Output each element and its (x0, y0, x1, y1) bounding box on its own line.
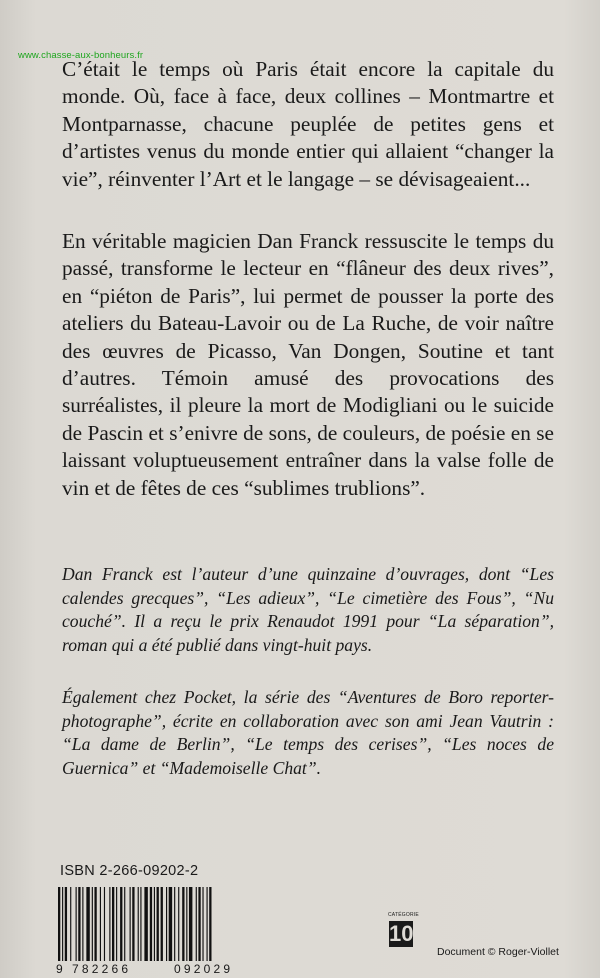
also-by-publisher: Également chez Pocket, la série des “Aventures de Boro reporter-photographe”, écrite en collaboration avec son ami Jean Vautrin : “La dame de Berlin”, “Le temps des cerises”, “Les noces de Guernica” et “Mademoiselle Chat”. (62, 687, 554, 778)
barcode-bar (100, 887, 101, 961)
category-logo-mark: 10 (389, 921, 414, 946)
barcode-bar (166, 887, 167, 961)
barcode-bar (178, 887, 179, 961)
barcode-bar (76, 887, 77, 961)
barcode-bar (169, 887, 172, 961)
category-logo-label: CATÉGORIE (388, 912, 419, 918)
barcode-bar (65, 887, 67, 961)
blurb-paragraph-1: C’était le temps où Paris était encore la capitale du monde. Où, face à face, deux collines – Montmartre et Montparnasse, chacune peuplée de petites gens et d’artistes venus du monde entier qui allaient “changer la vie”, réinventer l’Art et le langage – se dévisageaient... (62, 57, 554, 191)
barcode-bar (82, 887, 83, 961)
blurb-paragraph-2: En véritable magicien Dan Franck ressuscite le temps du passé, transforme le lecteur en “flâneur des deux rives”, en “piéton de Paris”, lui permet de pousser la porte des ateliers du Bateau-Lavoir ou de La Ruche, de voir naître des œuvres de Picasso, Van Dongen, Soutine et tant d’autres. Témoin amusé des provocations des surréalistes, il pleure la mort de Modigliani ou le suicide de Pascin et s’enivre de sons, de couleurs, de poésie en se laissant voluptueusement entraîner dans la valse folle de vin et de fêtes de ces “sublimes trublions”. (62, 229, 554, 500)
isbn-number: ISBN 2-266-09202-2 (60, 863, 199, 879)
barcode-bar (138, 887, 139, 961)
barcode-bar (70, 887, 71, 961)
barcode-bar (132, 887, 134, 961)
category-logo (388, 912, 419, 972)
barcode-bar (109, 887, 110, 961)
watermark-url: www.chasse-aux-bonheurs.fr (18, 50, 144, 61)
barcode-bar (154, 887, 155, 961)
barcode-bar (198, 887, 200, 961)
barcode-bar (207, 887, 208, 961)
barcode-bar (116, 887, 117, 961)
barcode-bar (209, 887, 211, 961)
barcode-bar (174, 887, 175, 961)
barcode-bar (58, 887, 60, 961)
barcode-digits-group-1: 782266 (72, 962, 132, 976)
barcode-digits-group-2: 092029 (174, 962, 234, 976)
author-bio: Dan Franck est l’auteur d’une quinzaine d’ouvrages, dont “Les calendes grecques”, “Les adieux”, “Le cimetière des Fous”, “Nu couché”. Il a reçu le prix Renaudot 1991 pour “La séparation”, roman qui a été publié dans vingt-huit pays. (62, 564, 554, 655)
barcode-bar (78, 887, 80, 961)
barcode-bar (157, 887, 159, 961)
barcode-bar (161, 887, 163, 961)
barcode-digit-first: 9 (56, 962, 63, 976)
barcode-bar (104, 887, 105, 961)
barcode-bar (140, 887, 141, 961)
barcode-bar (92, 887, 93, 961)
barcode-bar (144, 887, 147, 961)
barcode-bar (86, 887, 89, 961)
barcode-bar (150, 887, 152, 961)
photo-credit: Document © Roger-Viollet (437, 946, 559, 958)
barcode-image (56, 887, 272, 961)
barcode-bar (202, 887, 203, 961)
barcode-bar (120, 887, 122, 961)
barcode-bar (62, 887, 63, 961)
barcode-bar (196, 887, 197, 961)
barcode-bar (94, 887, 96, 961)
barcode-bar (189, 887, 192, 961)
barcode-bar (130, 887, 131, 961)
barcode-bar (112, 887, 114, 961)
barcode-bar (182, 887, 184, 961)
barcode-bar (186, 887, 187, 961)
barcode-bar (124, 887, 125, 961)
